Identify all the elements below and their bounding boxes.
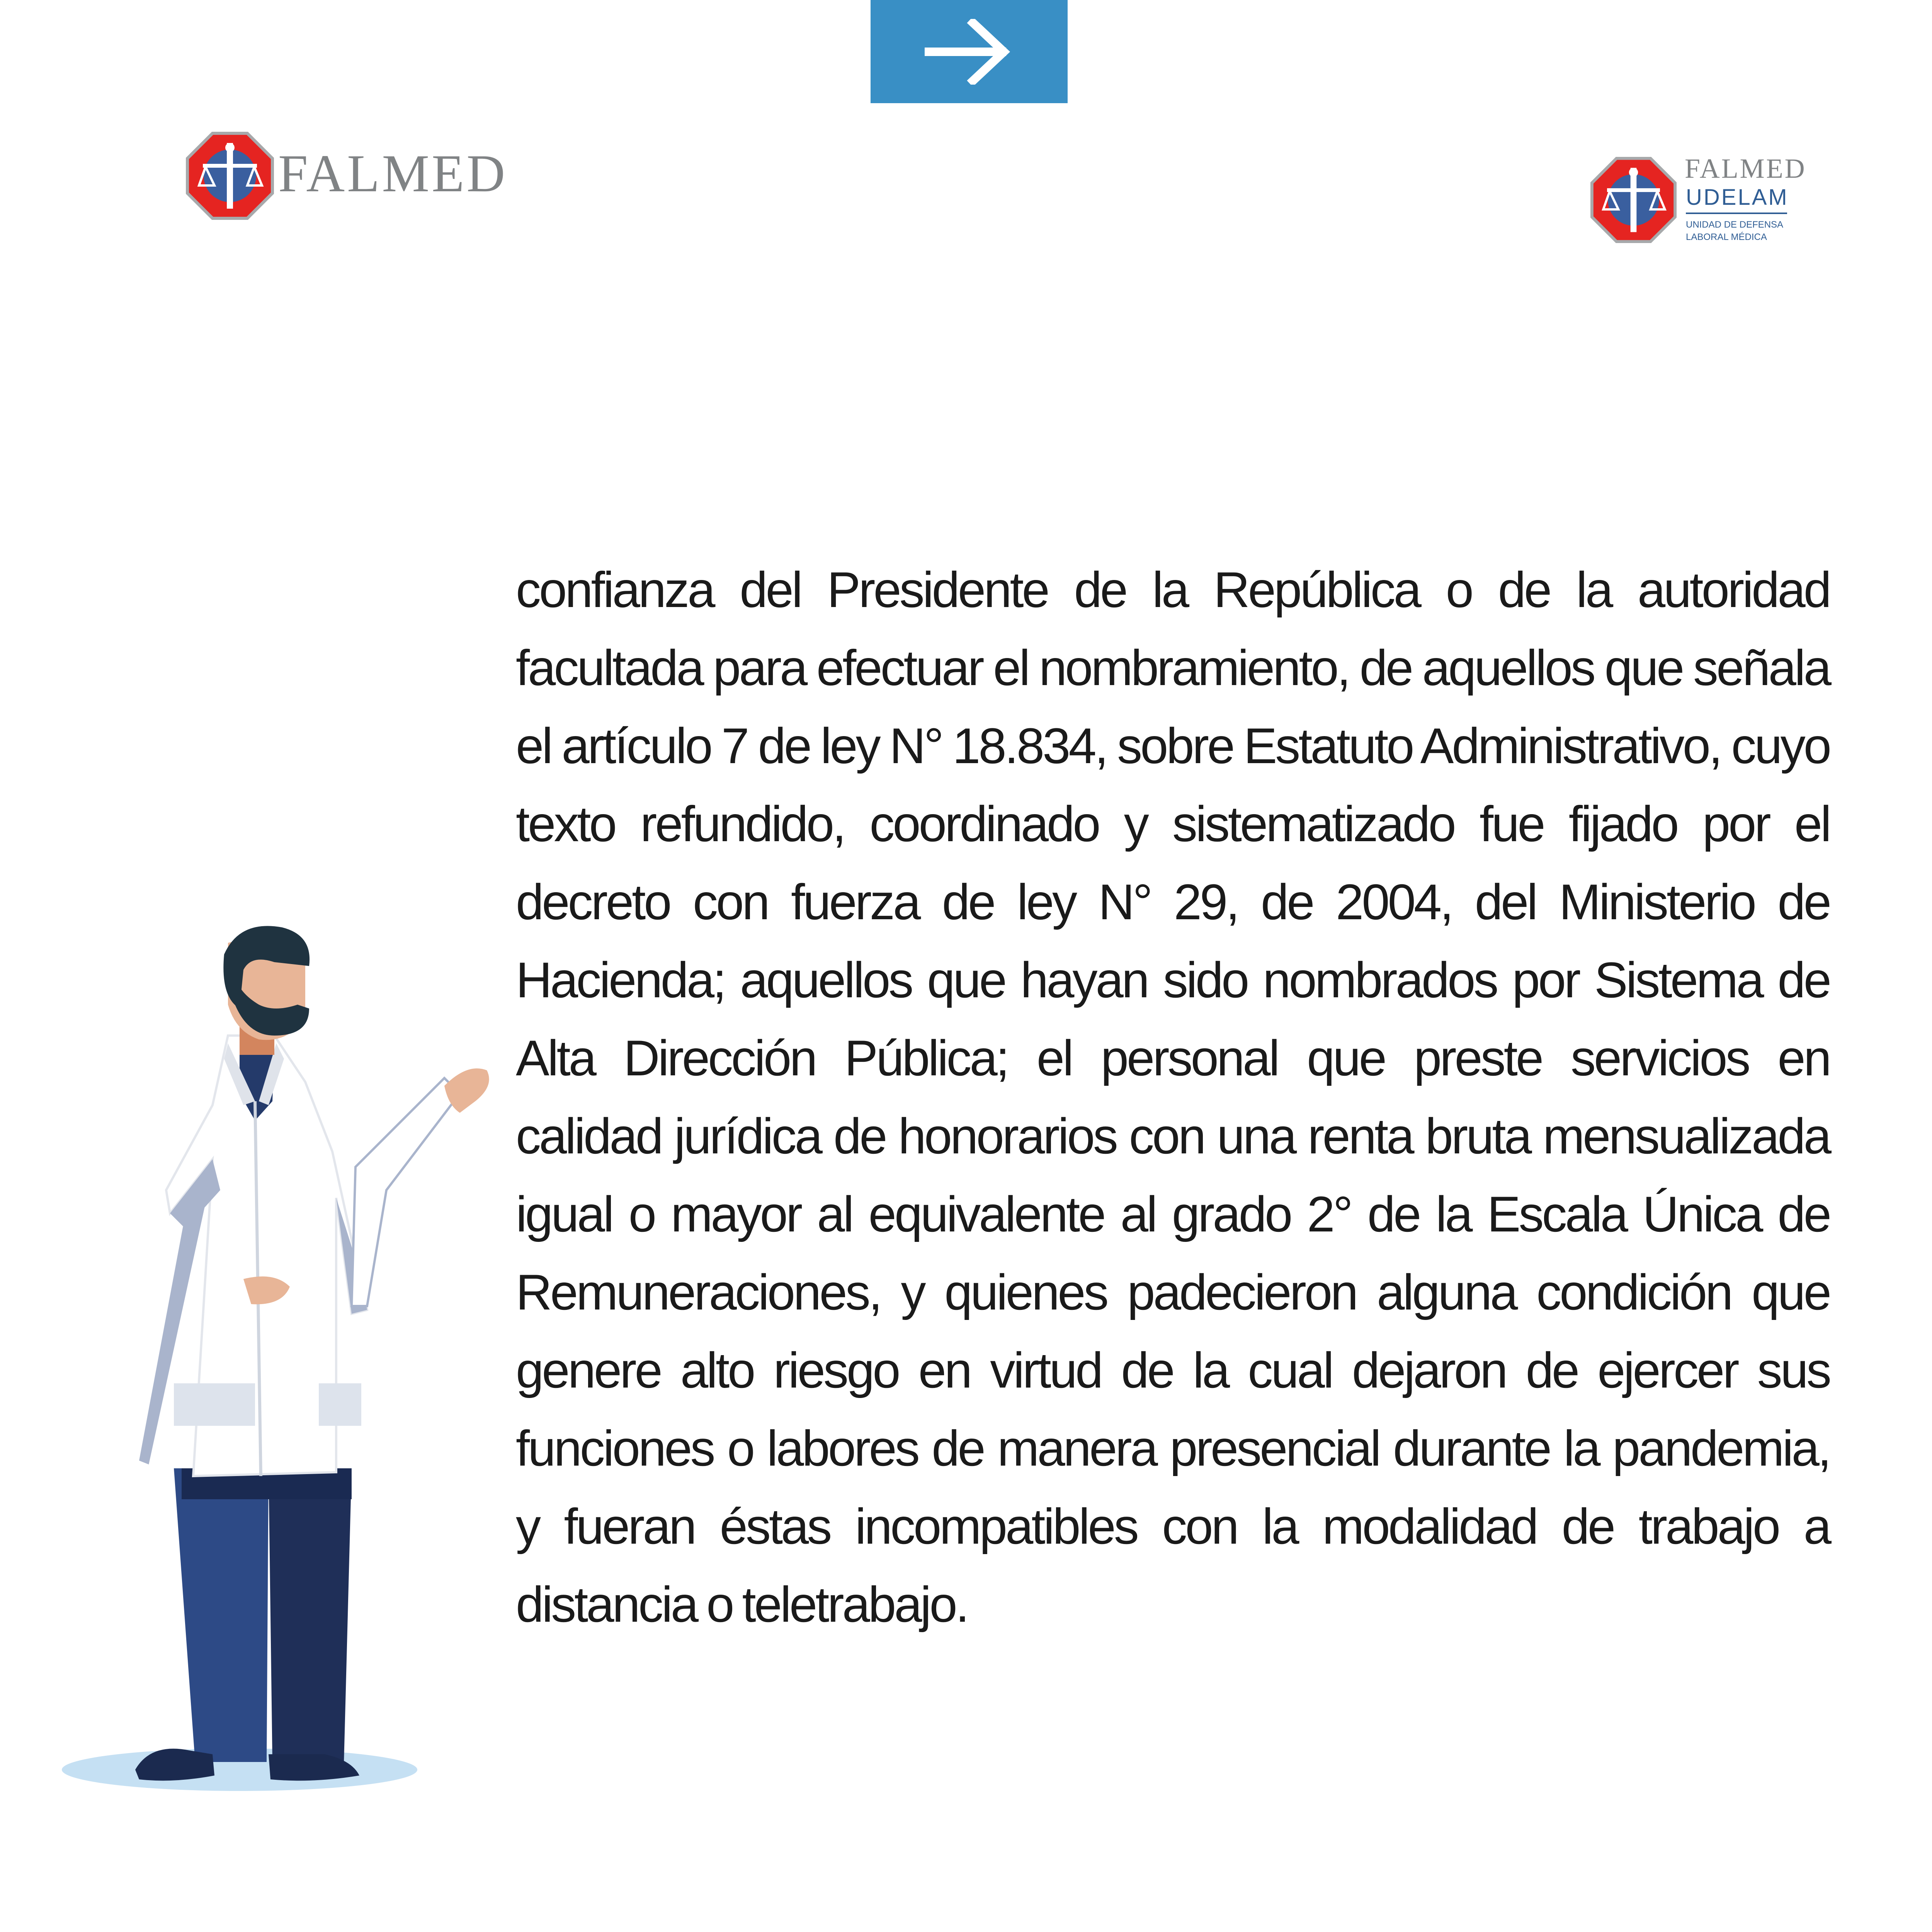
raised-arm <box>352 1078 460 1306</box>
body-paragraph: confianza del Presidente de la República o de la autoridad facultada para efectuar el nombramiento, de aquellos que señala el artículo 7 de ley N° 18.834, sobre Estatuto Administrativo, cuyo texto refundido, coordinado y sistematizado fue fijado por el decreto con fuerza de ley N° 29, de 2004, del Ministerio de Hacienda; aquellos que hayan sido nombrados por Sistema de Alta Dirección Pública; el personal que preste servicios en calidad jurídica de honorarios con una renta bruta mensualizada igual o mayor al equivalente al grado 2° de la Escala Única de Remuneraciones, y quienes padecieron alguna condición que genere alto riesgo en virtud de la cual dejaron de ejercer sus funciones o labores de manera presencial durante la pandemia, y fueran éstas incompatibles con la modalidad de trabajo a distancia o teletrabajo. <box>516 561 1830 1633</box>
falmed-shield-icon <box>1590 156 1677 243</box>
left-pocket <box>174 1383 255 1426</box>
udelam-wordmark: UDELAM <box>1686 185 1789 210</box>
right-pocket <box>319 1383 361 1426</box>
logo-divider <box>1686 213 1787 214</box>
arrow-right-icon <box>925 19 1014 85</box>
falmed-udelam-logo <box>1590 155 1806 267</box>
next-button[interactable] <box>871 0 1068 103</box>
falmed-shield-icon <box>185 131 274 220</box>
unit-description: UNIDAD DE DEFENSA LABORAL MÉDICA <box>1686 219 1783 242</box>
falmed-wordmark: FALMED <box>278 144 508 203</box>
falmed-logo <box>185 131 508 220</box>
right-leg <box>269 1468 352 1762</box>
falmed-wordmark: FALMED <box>1685 153 1806 184</box>
doctor-illustration <box>58 920 491 1808</box>
left-leg <box>174 1468 269 1762</box>
